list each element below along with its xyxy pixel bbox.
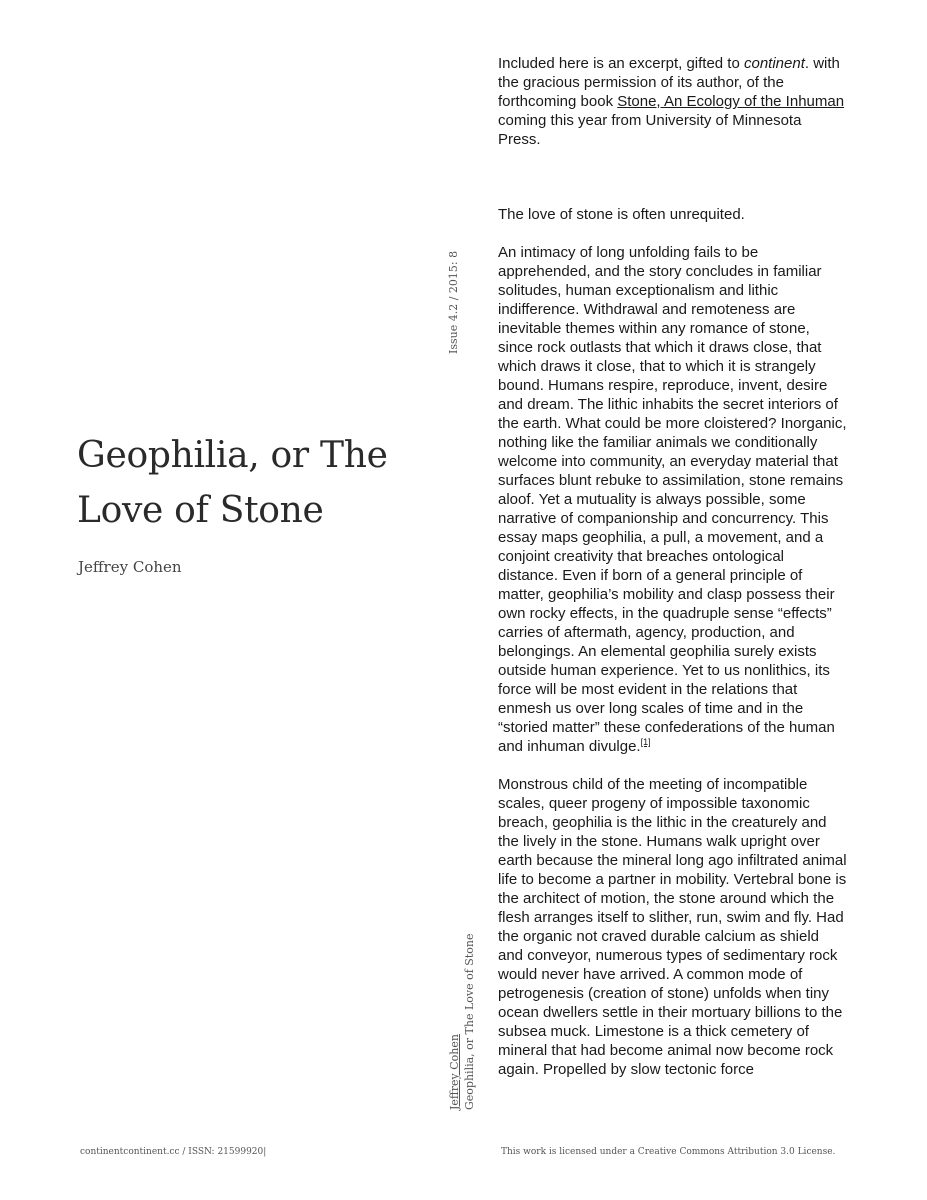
journal-name: continent: [743, 55, 805, 72]
book-link[interactable]: Stone, An Ecology of the Inhuman: [617, 93, 845, 110]
footnote-ref-link[interactable]: [1]: [640, 737, 651, 747]
intro-text-3: coming this year from University of Minnesota Press.: [498, 112, 802, 148]
article-body: [498, 205, 848, 1098]
article-title: Geophilia, or The Love of Stone: [77, 435, 388, 531]
intro-note: [498, 54, 848, 149]
issue-label: Issue 4.2 / 2015: 8: [447, 250, 460, 354]
footer-issn: continentcontinent.cc / ISSN: 21599920|: [80, 1147, 267, 1157]
byline-author-link[interactable]: Jeffrey Cohen: [448, 1034, 461, 1110]
paragraph-2-text: An intimacy of long unfolding fails to be apprehended, and the story concludes in familiar solitudes, human exceptionalism and lithic indifference. Withdrawal and remoteness are inevitable themes within any romance of stone, since rock outlasts that which it draws close, that which draws it close, that to which it is strangely bound. Humans respire, reproduce, invent, desire and dream. The lithic inhabits the secret interiors of the earth. What could be more cloistered? Inorganic, nothing like the familiar animals we conditionally welcome into community, an everyday material that surfaces blunt rebuke to assimilation, stone remains aloof. Yet a mutuality is always possible, some narrative of companionship and concurrency. This essay maps geophilia, a pull, a movement, and a conjoint creativity that breaches ontological distance. Even if born of a general principle of matter, geophilia’s mobility and clasp possess their own rocky effects, in the quadruple sense “effects” carries of aftermath, agency, production, and belongings. An elemental geophilia surely exists outside human experience. Yet to us nonlithics, its force will be most evident in the relations that enmesh us over long scales of time and in the “storied matter” these confederations of the human and inhuman divulge.: [498, 244, 847, 755]
article-author: Jeffrey Cohen: [78, 558, 182, 576]
byline-title: Geophilia, or The Love of Stone: [463, 933, 476, 1110]
vertical-byline: [447, 934, 477, 1110]
footer-license: This work is licensed under a Creative Commons Attribution 3.0 License.: [501, 1147, 836, 1157]
paragraph-3: Monstrous child of the meeting of incompatible scales, queer progeny of impossible taxonomic breach, geophilia is the lithic in the creaturely and the lively in the stone. Humans walk upright over earth because the mineral long ago infiltrated animal life to become a partner in mobility. Vertebral bone is the architect of motion, the stone around which the flesh arranges itself to slither, run, swim and fly. Had the organic not craved durable calcium as shield and conveyor, numerous types of sedimentary rock would never have arrived. A common mode of petrogenesis (creation of stone) unfolds when tiny ocean dwellers settle in their mortuary billions to the subsea muck. Limestone is a thick cemetery of mineral that had become animal now become rock again. Propelled by slow tectonic force: [498, 776, 847, 1078]
intro-text-1: Included here is an excerpt, gifted to: [498, 55, 744, 72]
paragraph-1: The love of stone is often unrequited.: [498, 206, 745, 223]
intro-text-2: . with the gracious permission of its author, of the forthcoming book: [498, 55, 840, 110]
paragraph-2: [498, 243, 848, 756]
